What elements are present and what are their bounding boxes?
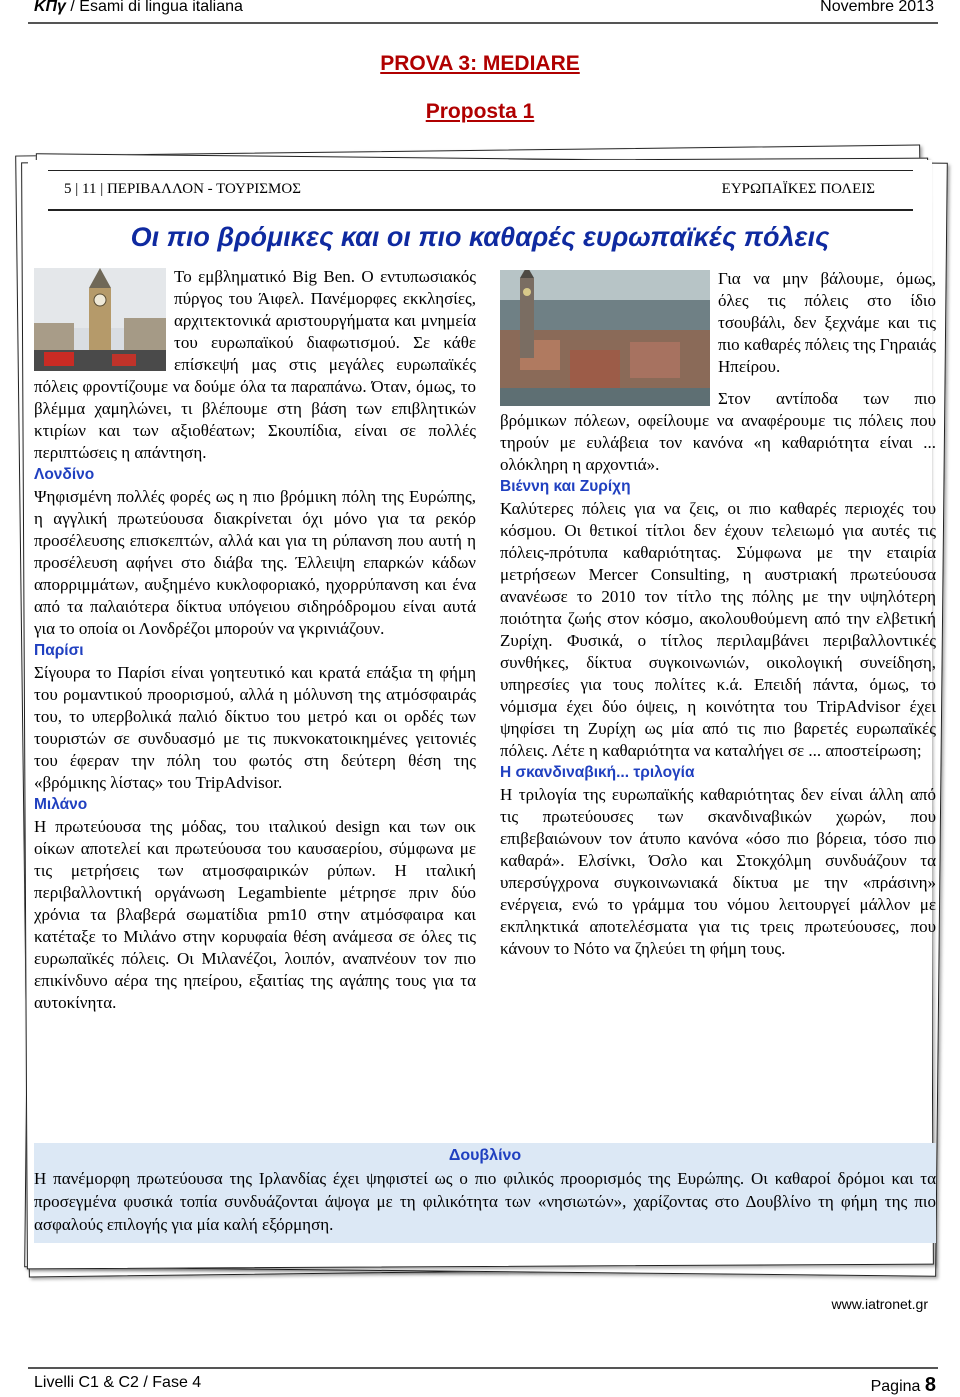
header-divider (28, 22, 938, 24)
header-date: Novembre 2013 (820, 0, 934, 15)
scandinavian-paragraph: Η τριλογία της ευρωπαϊκής καθαριότητας δεν είναι άλλη από τις πρωτεύουσες των σκανδιναβικών χωρών, που επιβεβαιώνουν τον άτυπο κανόνα «όσο πιο βόρεια, τόσο πιο καθαρά». Ελσίνκι, Όσλο και Στοκχόλμη συνδυάζουν τα υπερσύγχρονα συγκοινωνιακά δίκτυα με την «πράσινη» ενέργεια, ενώ το γράμμα του νόμου λειτουργεί μάλλον με εκπληκτικά αποτελέσματα για τις τρεις πρωτεύουσες, που κάνουν το Νότο να ζηλεύει τη φήμη τους. (500, 785, 936, 958)
vienna-zurich-heading: Βιέννη και Ζυρίχη (500, 478, 631, 495)
scandinavian-heading: Η σκανδιναβική... τριλογία (500, 764, 695, 781)
antipode-paragraph: Στον αντίποδα των πιο βρόμικων πόλεων, οφείλουμε να αναφέρουμε τις πόλεις που τηρούν με ευλάβεια τον κανόνα «η καθαριότητα είναι ... ολόκληρη η αρχοντιά». (500, 389, 936, 474)
image-spacer-right (500, 268, 718, 408)
section-label: 5 | 11 | ΠΕΡΙΒΑΛΛΟΝ - ΤΟΥΡΙΣΜΟΣ (64, 181, 301, 197)
header-title (34, 0, 243, 16)
image-spacer (34, 266, 174, 374)
footer-level: Livelli C1 & C2 / Fase 4 (34, 1374, 202, 1391)
proposta-title: Proposta 1 (425, 100, 535, 123)
paris-paragraph: Σίγουρα το Παρίσι είναι γοητευτικό και κρατά επάξια τη φήμη του ρομαντικού προορισμού, αλλά η μόλυνση της ατμόσφαιράς του, το υπερβολικά παλιό δίκτυο του μετρό και οι ορδές των τουριστών σε συνδυασμό με τις πυκνοκατοικημένες γειτονιές του έφεραν την πόλη του φωτός στη δεύτερη θέση της «βρόμικης λίστας» του TripAdvisor. (34, 663, 476, 792)
london-paragraph: Ψηφισμένη πολλές φορές ως η πιο βρόμικη πόλη της Ευρώπης, η αγγλική πρωτεύουσα διακρίνεται όχι μόνο για τα ρεκόρ προσέλευσης επισκεπτών, αλλά και για τη ρύπανση που αυτή η προσέλευση αφήνει στο διάβα της. Έλλειψη επαρκών κάδων απορριμμάτων, αυξημένο κυκλοφοριακό, ηχορρύπανση και ένα από τα παλαιότερα δίκτυα υπόγειου σιδηρόδρομου είναι αυτά για το οποία οι Λονδρέζοι μπορούν να γκρινιάζουν. (34, 487, 476, 638)
milan-heading: Μιλάνο (34, 796, 88, 813)
page-number: 8 (924, 1374, 936, 1396)
dublin-paragraph: Η πανέμορφη πρωτεύουσα της Ιρλανδίας έχει ψηφιστεί ως ο πιο φιλικός προορισμός της Ευρώπης. Οι καθαροί δρόμοι και τα προσεγμένα φυσικά τοπία συνδυάζονται άψογα με τη φιλικότητα των «νησιωτών», χαρίζοντας στο Δουβλίνο τη φήμη της πιο ασφαλούς επιλογής για μία καλή εξόρμηση. (34, 1169, 936, 1234)
vienna-zurich-paragraph: Καλύτερες πόλεις για να ζεις, οι πιο καθαρές περιοχές του κόσμου. Οι θετικοί τίτλοι δεν έχουν τελειωμό για αυτές τις πόλεις-πρότυπα καθαριότητας. Σύμφωνα με την εταιρία μετρήσεων Mercer Consulting, η αυστριακή πρωτεύουσα ανανέωσε το 2010 τον τίτλο της πόλης με την υψηλότερη ποιότητα ζωής στον κόσμο, ακολουθούμενη από την ελβετική Ζυρίχη. Φυσικά, ο τίτλος περιλαμβάνει περιβαλλοντικές συνθήκες, δίκτυα συγκοινωνιών, οικολογική συνείδηση, υπηρεσίες για τους πολίτες κ.ά. Επειδή πάντα, όμως, το νόμισμα έχει δύο όψεις, η κοινότητα του TripAdvisor έχει ψηφίσει τη Ζυρίχη ως μία από τις πιο βαρετές ευρωπαϊκές πόλεις. Λέτε η καθαριότητα να καταλήγει σε ... αποστείρωση; (500, 499, 936, 760)
page-label: Pagina (870, 1378, 921, 1395)
header-brand: ΚΠγ (34, 0, 66, 15)
dublin-heading: Δουβλίνο (448, 1147, 522, 1164)
milan-paragraph: Η πρωτεύουσα της μόδας, του ιταλικού design και των οικ οίκων αποτελεί και πρωτεύουσα του καυσαερίου, σύμφωνα με τις μετρήσεις των ατμοσφαιρικών ρύπων. Η ιταλική περιβαλλοντική οργάνωση Legambiente μέτρησε πριν δύο χρόνια τα βλαβερά σωματίδια pm10 στην ατμόσφαιρα και κατέταξε το Μιλάνο στην κορυφαία θέση ανάμεσα σε όλες τις ευρωπαϊκές πόλεις. Οι Μιλανέζοι, λοιπόν, αναπνέουν τον πιο επικίνδυνο αέρα της ηπείρου, εξαιτίας της αγάπης τους για τα αυτοκίνητα. (34, 817, 476, 1012)
dublin-box (34, 1143, 936, 1243)
footer-page (871, 1374, 936, 1397)
header-subtitle: / Esami di lingua italiana (65, 0, 243, 15)
right-intro-paragraph: Για να μην βάλουμε, όμως, όλες τις πόλεις στο ίδιο τσουβάλι, δεν ξεχνάμε και τις πιο καθαρές πόλεις της Γηραιάς Ηπείρου. (500, 268, 936, 378)
article-headline: Οι πιο βρόμικες και οι πιο καθαρές ευρωπαϊκές πόλεις (130, 222, 830, 252)
intro-paragraph: Το εμβληματικό Big Ben. Ο εντυπωσιακός πύργος του Άιφελ. Πανέμορφες εκκλησίες, αρχιτεκτονικά αριστουργήματα και μνημεία του ευρωπαϊκού διαφωτισμού. Σε κάθε επίσκεψή μας στις μεγάλες ευρωπαϊκές πόλεις φροντίζουμε να δούμε όλα τα παραπάνω. Όταν, όμως, το βλέμμα χαμηλώνει, τι βλέπουμε στη βάση των επιβλητικών κτιρίων και των αξιοθέατων; Σκουπίδια, είναι σε πολλές περιπτώσεις η απάντηση. (34, 267, 476, 462)
section-topic: ΕΥΡΩΠΑΪΚΕΣ ΠΟΛΕΙΣ (721, 181, 875, 197)
footer-divider (28, 1367, 938, 1369)
right-column (500, 268, 936, 960)
paris-heading: Παρίσι (34, 642, 84, 659)
section-bar (48, 170, 913, 211)
london-heading: Λονδίνο (34, 466, 95, 483)
source-website: www.iatronet.gr (831, 1296, 928, 1312)
left-column (34, 266, 476, 1014)
prova-title: PROVA 3: MEDIARE (380, 52, 580, 75)
